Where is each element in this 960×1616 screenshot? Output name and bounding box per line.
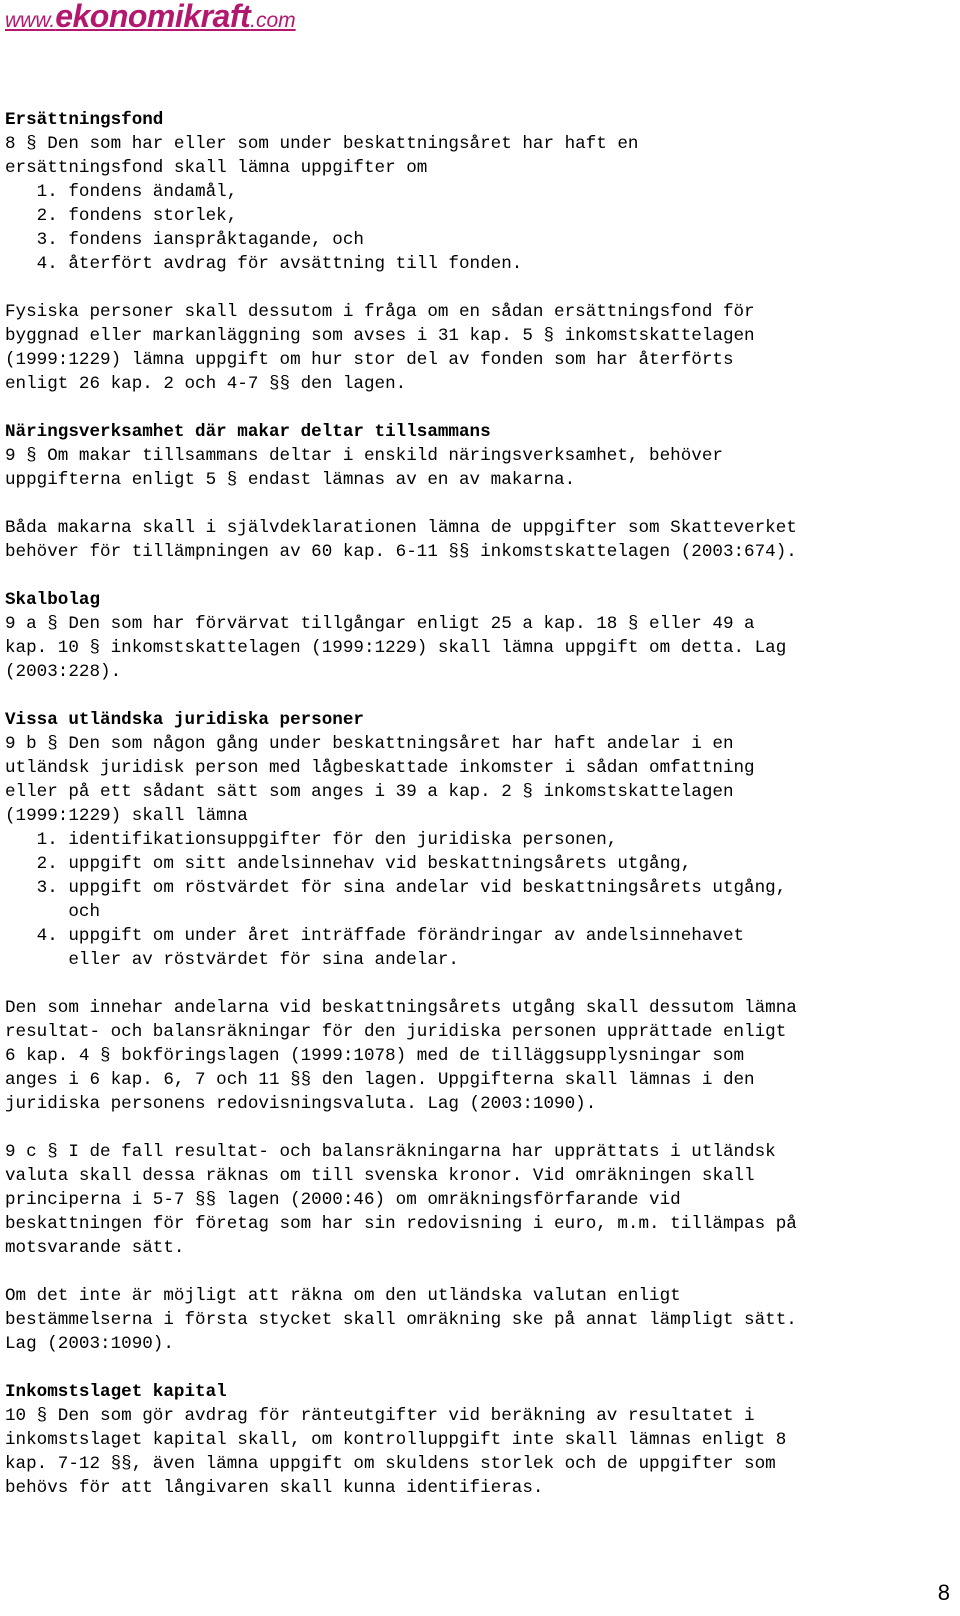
text-line: inkomstslaget kapital skall, om kontrolluppgift inte skall lämnas enligt 8	[5, 1430, 787, 1450]
logo-prefix: www.	[5, 9, 56, 32]
document-body	[5, 108, 955, 1500]
text-line: 2. uppgift om sitt andelsinnehav vid beskattningsårets utgång,	[5, 854, 692, 874]
text-line: Lag (2003:1090).	[5, 1334, 174, 1354]
site-logo[interactable]	[5, 0, 296, 37]
text-line: beskattningen för företag som har sin redovisning i euro, m.m. tillämpas på	[5, 1214, 797, 1234]
page-number: 8	[937, 1580, 950, 1605]
text-line: ersättningsfond skall lämna uppgifter om	[5, 158, 428, 178]
paragraph-gap	[5, 1260, 955, 1284]
text-line: eller på ett sådant sätt som anges i 39 a kap. 2 § inkomstskattelagen	[5, 782, 734, 802]
paragraph-gap	[5, 1356, 955, 1380]
section-heading: Ersättningsfond	[5, 110, 164, 130]
text-line: anges i 6 kap. 6, 7 och 11 §§ den lagen. Uppgifterna skall lämnas i den	[5, 1070, 755, 1090]
logo-tld: .com	[250, 9, 296, 32]
section-heading: Inkomstslaget kapital	[5, 1382, 227, 1402]
text-line: kap. 7-12 §§, även lämna uppgift om skuldens storlek och de uppgifter som	[5, 1454, 776, 1474]
text-line: juridiska personens redovisningsvaluta. Lag (2003:1090).	[5, 1094, 597, 1114]
text-line: utländsk juridisk person med lågbeskattade inkomster i sådan omfattning	[5, 758, 755, 778]
text-line: 4. återfört avdrag för avsättning till fonden.	[5, 254, 523, 274]
text-line: 8 § Den som har eller som under beskattningsåret har haft en	[5, 134, 639, 154]
text-line: kap. 10 § inkomstskattelagen (1999:1229) skall lämna uppgift om detta. Lag	[5, 638, 787, 658]
text-line: (2003:228).	[5, 662, 122, 682]
text-line: valuta skall dessa räknas om till svenska kronor. Vid omräkningen skall	[5, 1166, 755, 1186]
text-line: enligt 26 kap. 2 och 4-7 §§ den lagen.	[5, 374, 407, 394]
paragraph-gap	[5, 564, 955, 588]
text-line: motsvarande sätt.	[5, 1238, 185, 1258]
paragraph-gap	[5, 684, 955, 708]
logo-brand: ekonomikraft	[55, 0, 251, 34]
text-line: 4. uppgift om under året inträffade förändringar av andelsinnehavet	[5, 926, 745, 946]
text-line: 9 b § Den som någon gång under beskattningsåret har haft andelar i en	[5, 734, 734, 754]
text-line: 3. fondens ianspråktagande, och	[5, 230, 364, 250]
text-line: bestämmelserna i första stycket skall omräkning ske på annat lämpligt sätt.	[5, 1310, 797, 1330]
paragraph-gap	[5, 492, 955, 516]
text-line: uppgifterna enligt 5 § endast lämnas av en av makarna.	[5, 470, 576, 490]
paragraph-gap	[5, 396, 955, 420]
paragraph-gap	[5, 276, 955, 300]
text-line: (1999:1229) lämna uppgift om hur stor del av fonden som har återförts	[5, 350, 734, 370]
text-line: 9 c § I de fall resultat- och balansräkningarna har upprättats i utländsk	[5, 1142, 776, 1162]
text-line: 1. fondens ändamål,	[5, 182, 238, 202]
paragraph-gap	[5, 1116, 955, 1140]
text-line: Den som innehar andelarna vid beskattningsårets utgång skall dessutom lämna	[5, 998, 797, 1018]
text-line: 9 § Om makar tillsammans deltar i enskild näringsverksamhet, behöver	[5, 446, 723, 466]
section-heading: Skalbolag	[5, 590, 101, 610]
text-line: 10 § Den som gör avdrag för ränteutgifter vid beräkning av resultatet i	[5, 1406, 755, 1426]
paragraph-gap	[5, 972, 955, 996]
text-line: 3. uppgift om röstvärdet för sina andelar vid beskattningsårets utgång,	[5, 878, 787, 898]
text-line: 9 a § Den som har förvärvat tillgångar enligt 25 a kap. 18 § eller 49 a	[5, 614, 755, 634]
text-line: eller av röstvärdet för sina andelar.	[5, 950, 459, 970]
text-line: resultat- och balansräkningar för den juridiska personen upprättade enligt	[5, 1022, 787, 1042]
text-line: principerna i 5-7 §§ lagen (2000:46) om omräkningsförfarande vid	[5, 1190, 681, 1210]
text-line: 1. identifikationsuppgifter för den juridiska personen,	[5, 830, 618, 850]
section-heading: Vissa utländska juridiska personer	[5, 710, 364, 730]
section-heading: Näringsverksamhet där makar deltar tillsammans	[5, 422, 491, 442]
text-line: Båda makarna skall i självdeklarationen lämna de uppgifter som Skatteverket	[5, 518, 797, 538]
text-line: och	[5, 902, 101, 922]
text-line: 2. fondens storlek,	[5, 206, 238, 226]
text-line: byggnad eller markanläggning som avses i 31 kap. 5 § inkomstskattelagen	[5, 326, 755, 346]
text-line: (1999:1229) skall lämna	[5, 806, 248, 826]
text-line: Om det inte är möjligt att räkna om den utländska valutan enligt	[5, 1286, 681, 1306]
text-line: behövs för att långivaren skall kunna identifieras.	[5, 1478, 544, 1498]
text-line: 6 kap. 4 § bokföringslagen (1999:1078) med de tilläggsupplysningar som	[5, 1046, 745, 1066]
text-line: behöver för tillämpningen av 60 kap. 6-11 §§ inkomstskattelagen (2003:674).	[5, 542, 797, 562]
text-line: Fysiska personer skall dessutom i fråga om en sådan ersättningsfond för	[5, 302, 755, 322]
